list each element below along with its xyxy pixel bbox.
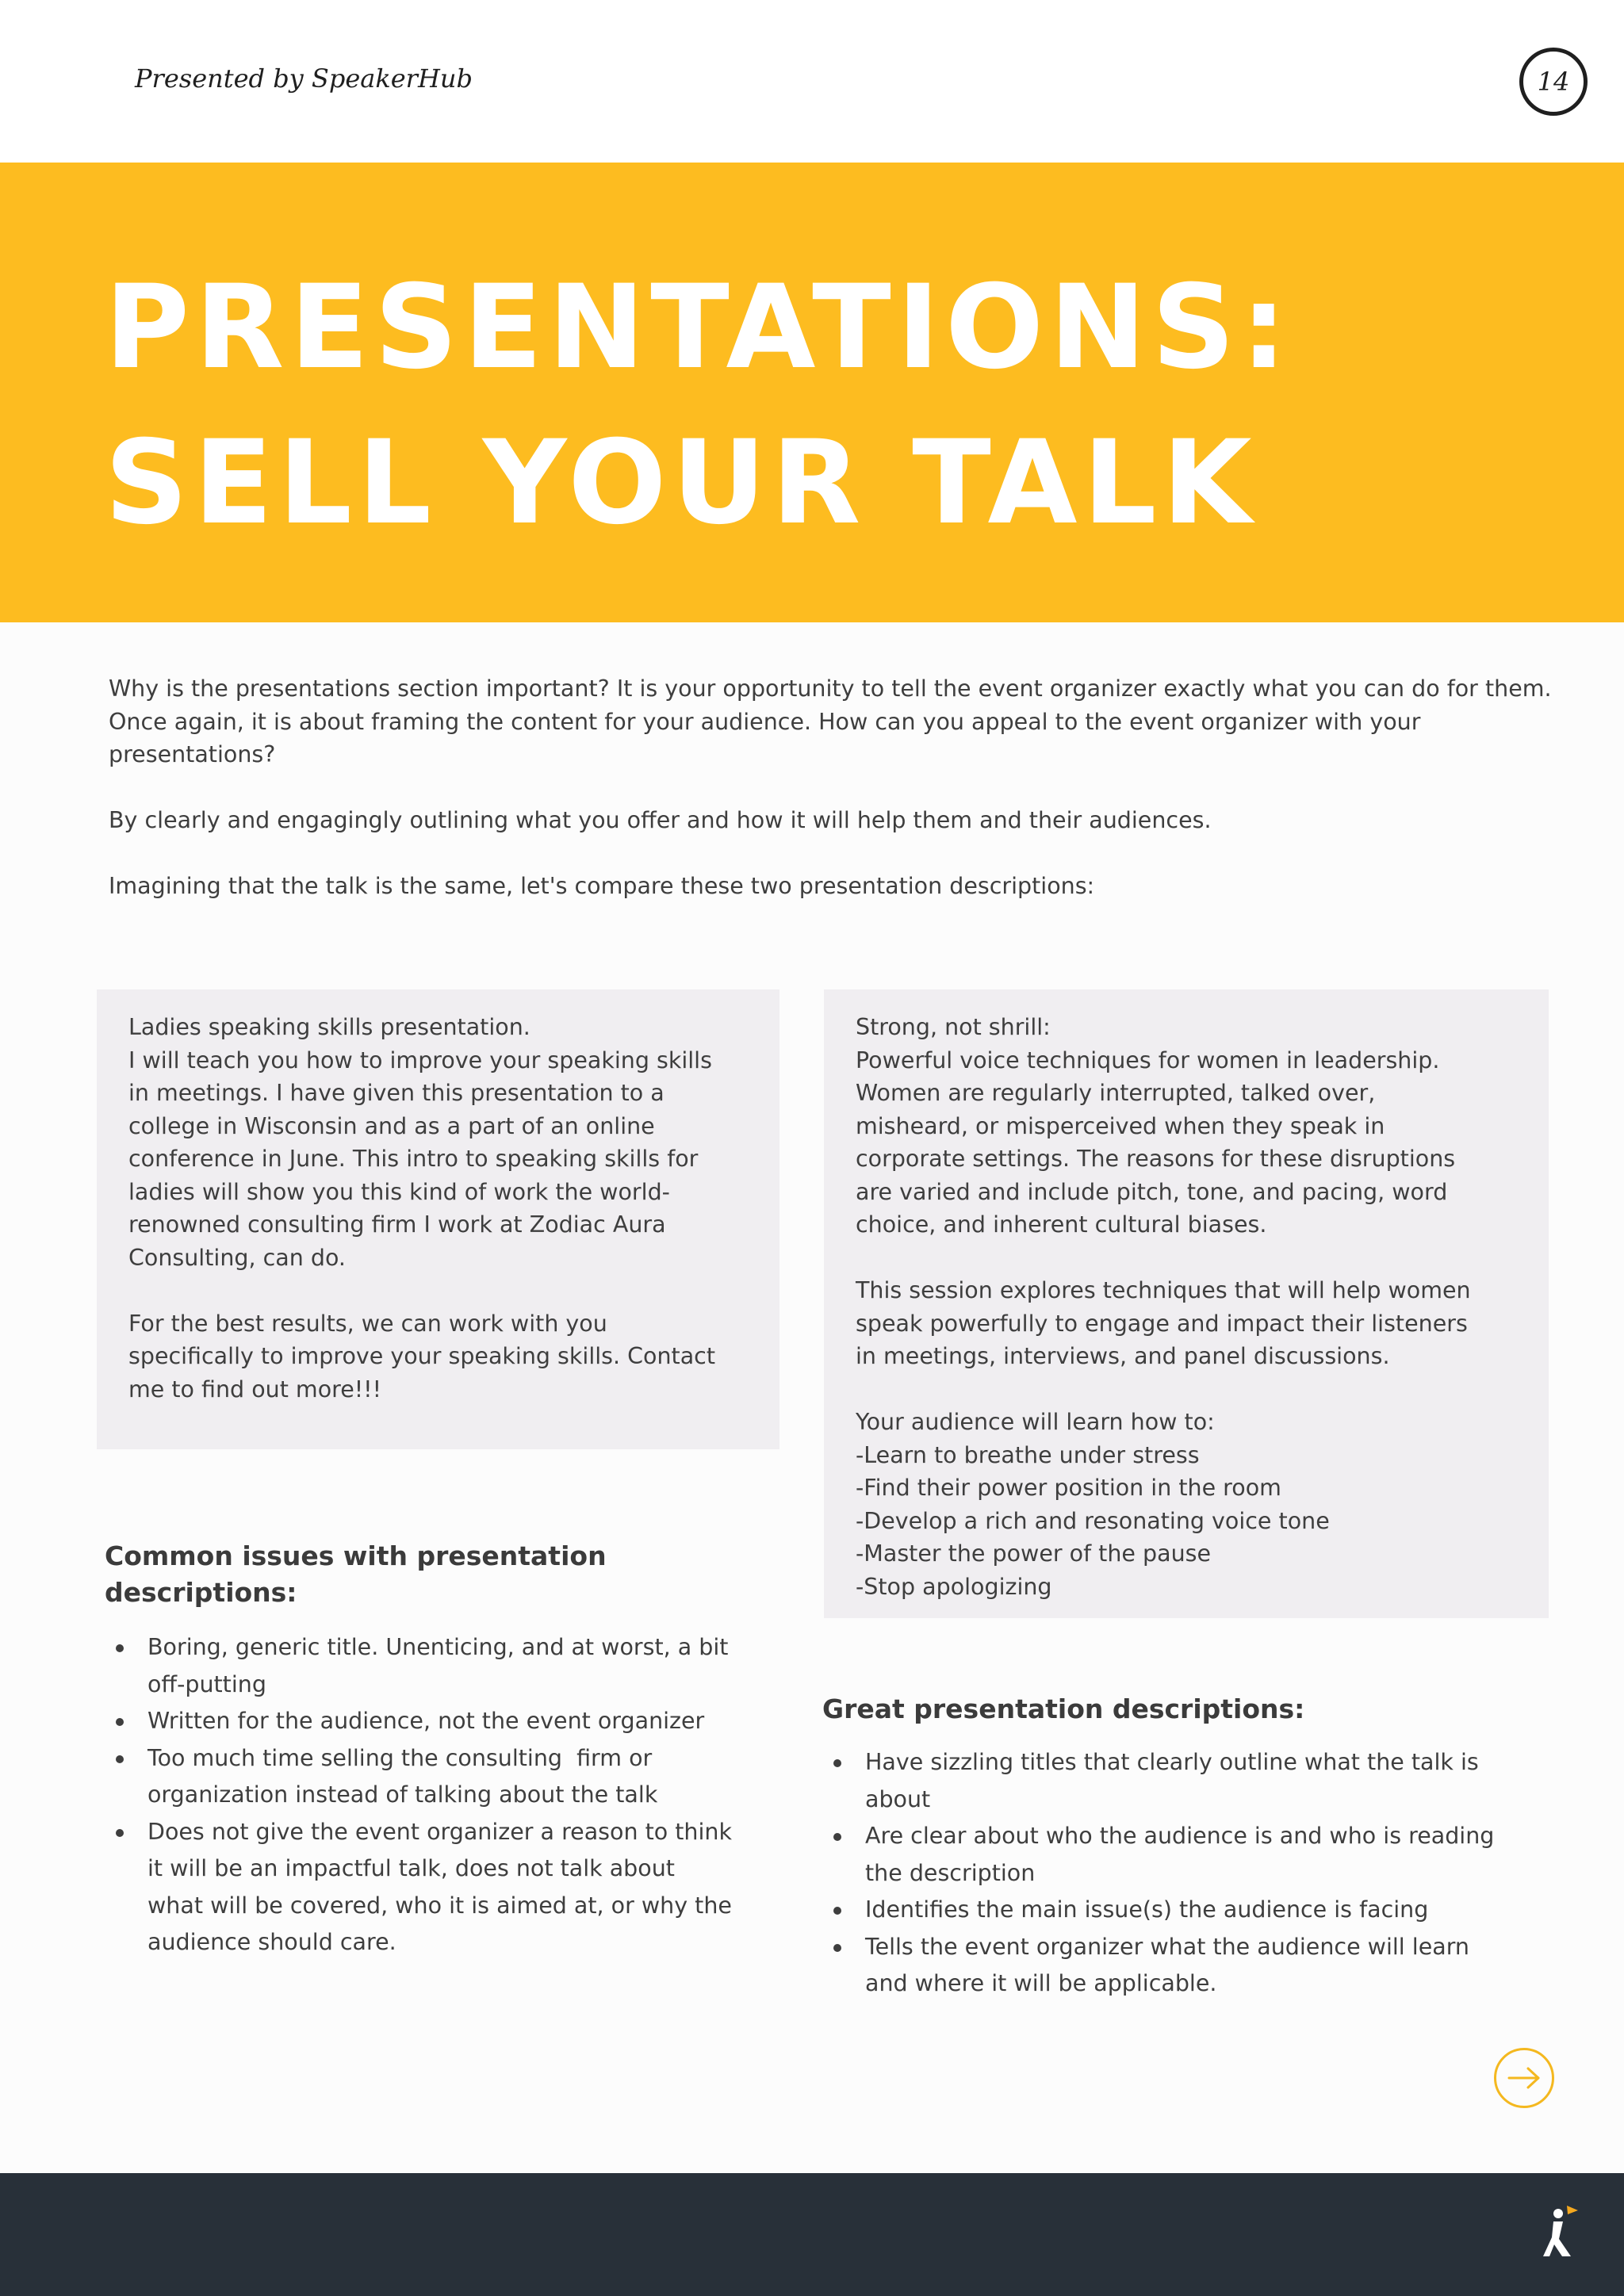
common-issues-list xyxy=(111,1629,793,1961)
page-title xyxy=(105,250,1595,561)
list-item-line: Too much time selling the consulting firm or xyxy=(147,1744,653,1771)
page-title-line-2: SELL YOUR TALK xyxy=(105,415,1258,550)
good-example-line: Your audience will learn how to: xyxy=(856,1409,1215,1435)
paragraph-gap xyxy=(856,1373,1517,1406)
intro-paragraph: Why is the presentations section important? It is your opportunity to tell the event organizer exactly what you can do for them. Once again, it is about framing the content for your audience. How can you appeal to the event organizer with your presentations? xyxy=(109,675,1552,767)
good-example-line: speak powerfully to engage and impact their listeners xyxy=(856,1310,1468,1337)
common-issues-heading-line-1: Common issues with presentation xyxy=(105,1540,607,1571)
list-item-line: organization instead of talking about the talk xyxy=(147,1781,658,1808)
list-item xyxy=(111,1703,793,1740)
good-example-line: -Find their power position in the room xyxy=(856,1475,1281,1501)
paragraph-gap xyxy=(856,1242,1517,1275)
list-item-line: Are clear about who the audience is and who is reading xyxy=(865,1823,1495,1849)
good-example-line: -Develop a rich and resonating voice tone xyxy=(856,1507,1330,1534)
page-title-line-1: PRESENTATIONS: xyxy=(105,260,1293,395)
list-item-line: off-putting xyxy=(147,1670,266,1697)
intro-text xyxy=(109,672,1568,936)
bad-example-line: For the best results, we can work with you xyxy=(128,1310,607,1337)
common-issues-heading xyxy=(105,1538,787,1611)
page-footer xyxy=(0,2173,1624,2296)
good-example-line: Strong, not shrill: xyxy=(856,1014,1051,1040)
good-example-line: -Stop apologizing xyxy=(856,1573,1052,1600)
intro-paragraph: By clearly and engagingly outlining what you offer and how it will help them and their audiences. xyxy=(109,807,1212,833)
title-banner xyxy=(0,163,1624,622)
list-item-line: what will be covered, who it is aimed at, or why the xyxy=(147,1892,732,1919)
good-example-line: choice, and inherent cultural biases. xyxy=(856,1211,1267,1238)
bad-example-line: college in Wisconsin and as a part of an online xyxy=(128,1112,655,1139)
list-item-line: audience should care. xyxy=(147,1929,396,1955)
bad-example-line: I will teach you how to improve your speaking skills xyxy=(128,1047,712,1073)
page-number-badge: 14 xyxy=(1519,48,1588,116)
list-item-line: Does not give the event organizer a reason to think xyxy=(147,1818,732,1845)
list-item-line: Identifies the main issue(s) the audience is facing xyxy=(865,1896,1429,1923)
good-example-line: -Master the power of the pause xyxy=(856,1540,1212,1567)
list-item-line: the description xyxy=(865,1859,1036,1886)
good-example-box xyxy=(824,989,1549,1618)
bad-example-line: Ladies speaking skills presentation. xyxy=(128,1014,530,1040)
list-item-line: Written for the audience, not the event organizer xyxy=(147,1708,705,1734)
page-header xyxy=(0,0,1624,163)
list-item xyxy=(111,1740,793,1814)
arrow-right-icon xyxy=(1507,2066,1542,2090)
bad-example-line: Consulting, can do. xyxy=(128,1244,346,1271)
good-example-line: -Learn to breathe under stress xyxy=(856,1441,1200,1468)
list-item xyxy=(111,1629,793,1703)
list-item xyxy=(829,1818,1542,1892)
list-item-line: about xyxy=(865,1785,931,1812)
list-item-line: Boring, generic title. Unenticing, and at worst, a bit xyxy=(147,1634,729,1660)
speakerhub-logo-icon xyxy=(1543,2204,1581,2260)
bad-example-line: specifically to improve your speaking skills. Contact xyxy=(128,1343,716,1369)
list-item-line: and where it will be applicable. xyxy=(865,1970,1217,1996)
list-item-line: Have sizzling titles that clearly outline what the talk is xyxy=(865,1749,1479,1775)
good-example-line: misheard, or misperceived when they speak in xyxy=(856,1112,1385,1139)
good-example-line: Powerful voice techniques for women in leadership. xyxy=(856,1047,1440,1073)
common-issues-heading-line-2: descriptions: xyxy=(105,1577,297,1608)
list-item-line: it will be an impactful talk, does not talk about xyxy=(147,1855,675,1881)
bad-example-line: conference in June. This intro to speaking skills for xyxy=(128,1146,699,1172)
great-descriptions-list xyxy=(829,1744,1542,2003)
bad-example-line: ladies will show you this kind of work the world- xyxy=(128,1178,670,1205)
list-item xyxy=(111,1814,793,1961)
bad-example-line: me to find out more!!! xyxy=(128,1376,382,1402)
bad-example-box xyxy=(97,989,779,1449)
list-item xyxy=(829,1929,1542,2003)
intro-paragraph: Imagining that the talk is the same, let's compare these two presentation descriptions: xyxy=(109,873,1095,899)
next-page-button[interactable] xyxy=(1494,2048,1554,2108)
list-item xyxy=(829,1744,1542,1818)
good-example-line: This session explores techniques that will help women xyxy=(856,1277,1471,1303)
list-item-line: Tells the event organizer what the audience will learn xyxy=(865,1933,1469,1960)
presenter-credit: Presented by SpeakerHub xyxy=(135,63,473,94)
bad-example-line: renowned consulting firm I work at Zodiac Aura xyxy=(128,1211,666,1238)
great-descriptions-heading: Great presentation descriptions: xyxy=(822,1693,1305,1724)
good-example-line: Women are regularly interrupted, talked over, xyxy=(856,1080,1376,1106)
paragraph-gap xyxy=(128,1274,748,1307)
good-example-line: are varied and include pitch, tone, and pacing, word xyxy=(856,1178,1448,1205)
good-example-line: corporate settings. The reasons for these disruptions xyxy=(856,1146,1456,1172)
list-item xyxy=(829,1892,1542,1929)
bad-example-line: in meetings. I have given this presentation to a xyxy=(128,1080,665,1106)
good-example-line: in meetings, interviews, and panel discussions. xyxy=(856,1343,1390,1369)
